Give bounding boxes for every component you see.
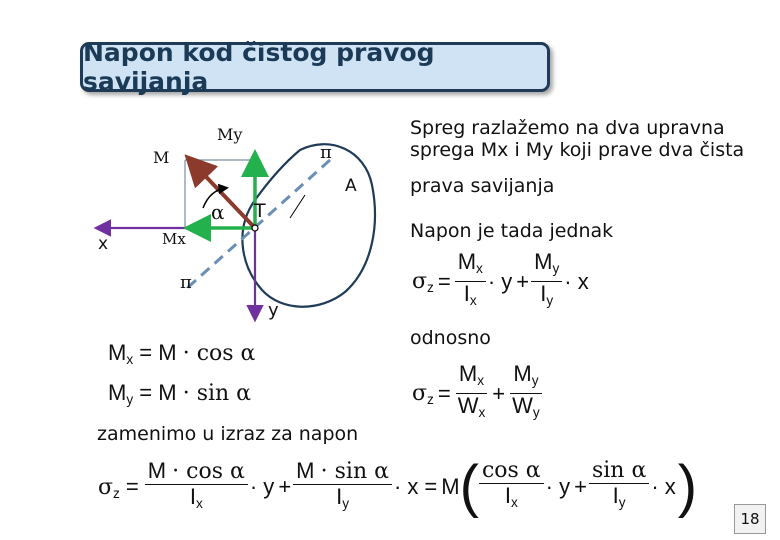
cross-section-outline xyxy=(242,144,375,307)
label-m: M xyxy=(153,148,170,167)
formula-mx: $M_x = M \cdot \cos \alpha$ xyxy=(108,340,256,367)
page-title: Napon kod čistog pravog savijanja xyxy=(83,38,435,96)
label-mx: Mx xyxy=(162,230,186,248)
para1-line2: sprega Mx i My koji prave dva čista xyxy=(410,139,745,161)
zamenimo-text: zamenimo u izraz za napon xyxy=(97,423,359,445)
helper-line xyxy=(290,195,305,218)
para1-line3: prava savijanja xyxy=(410,175,555,197)
formula-stress-inertia: $\sigma_z$ = $\frac{M_x}{I_x}$ · y + $\frac{M_y}{I_y}$ · x xyxy=(412,249,589,308)
title-box xyxy=(80,38,550,96)
label-pi-bottom: π xyxy=(180,272,192,293)
formula-my: $M_y = M \cdot \sin \alpha$ xyxy=(108,380,252,407)
cross-section-diagram xyxy=(70,115,400,330)
sigma-symbol: $\sigma_z$ xyxy=(412,269,434,295)
label-y: y xyxy=(268,300,279,321)
para1-line1: Spreg razlažemo na dva upravna xyxy=(410,117,725,139)
label-a: A xyxy=(345,176,357,196)
paragraph-stress: Napon je tada jednak xyxy=(410,220,614,242)
label-my: My xyxy=(217,125,243,144)
label-alpha: α xyxy=(211,200,225,224)
odnosno-text: odnosno xyxy=(410,327,491,349)
formula-final: $\sigma_z$ = $\frac{\text{M · cos α}}{I_x}$ · y + $\frac{\text{M · sin α}}{I_y}$ · x = M ( $\frac{\text{cos α}}{I_x}$ · y + $\frac{\text{sin α}}{I_y}$ · x ) xyxy=(98,454,698,519)
center-point xyxy=(252,225,258,231)
paragraph-decompose xyxy=(410,117,744,197)
label-x: x xyxy=(98,234,109,254)
label-pi-top: π xyxy=(320,142,332,163)
formula-stress-section-modulus: $\sigma_z$ = $\frac{M_x}{W_x}$ + $\frac{M_y}{W_y}$ xyxy=(412,361,540,420)
label-t: T xyxy=(254,200,266,222)
page-number: 18 xyxy=(734,504,766,534)
